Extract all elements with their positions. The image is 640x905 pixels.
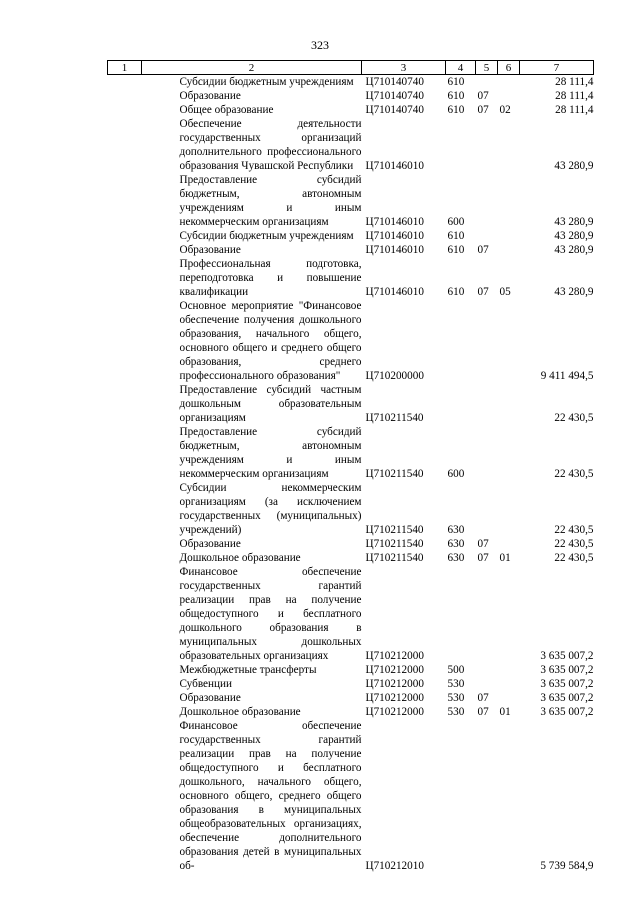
table-row <box>108 565 594 663</box>
row-col5: 07 <box>477 286 489 298</box>
row-col6 <box>498 677 520 691</box>
table-row <box>108 75 594 90</box>
row-col4: 600 <box>447 468 465 480</box>
row-number-cell <box>108 425 142 481</box>
row-amount: 43 280,9 <box>554 230 594 242</box>
row-amount: 43 280,9 <box>554 286 594 298</box>
row-code: Ц710146010 <box>365 244 424 256</box>
row-name: Субсидии некоммерческим организациям (за исключением государственных (муниципальных) учреждений) <box>179 482 362 536</box>
table-body <box>108 75 594 874</box>
row-code: Ц710146010 <box>365 230 424 242</box>
row-amount: 28 111,4 <box>555 90 594 102</box>
row-number-cell <box>108 383 142 425</box>
table-row <box>108 103 594 117</box>
column-header-3: 3 <box>362 61 446 75</box>
row-col6 <box>498 229 520 243</box>
row-amount: 28 111,4 <box>555 76 594 88</box>
page-number: 323 <box>311 38 329 52</box>
budget-table <box>107 60 594 873</box>
row-number-cell <box>108 229 142 243</box>
column-header-2: 2 <box>142 61 362 75</box>
row-col6 <box>498 243 520 257</box>
row-col5: 07 <box>477 552 489 564</box>
row-col5 <box>476 173 498 229</box>
row-name: Дошкольное образование <box>179 552 301 564</box>
row-amount: 3 635 007,2 <box>540 650 594 662</box>
row-name: Основное мероприятие "Финансовое обеспечение получения дошкольного образования, начального общего, основного общего и среднего общего образования, среднего профессионального образования" <box>179 300 362 382</box>
row-col6 <box>498 691 520 705</box>
row-code: Ц710212000 <box>365 650 424 662</box>
row-col6: 01 <box>499 706 511 718</box>
row-col6 <box>498 117 520 173</box>
row-amount: 28 111,4 <box>555 104 594 116</box>
column-header-1: 1 <box>108 61 142 75</box>
row-col5 <box>476 229 498 243</box>
row-col5: 07 <box>477 692 489 704</box>
row-name: Финансовое обеспечение государственных гарантий реализации прав на получение общедоступного и бесплатного дошкольного образования в муниципальных дошкольных образовательных организациях <box>179 566 362 662</box>
table-row <box>108 705 594 719</box>
row-number-cell <box>108 103 142 117</box>
row-col6: 02 <box>499 104 511 116</box>
row-amount: 22 430,5 <box>554 468 594 480</box>
row-amount: 43 280,9 <box>554 216 594 228</box>
row-code: Ц710212010 <box>365 860 424 872</box>
row-col5 <box>476 117 498 173</box>
row-col4: 530 <box>447 692 465 704</box>
row-name: Финансовое обеспечение государственных гарантий реализации прав на получение общедоступного и бесплатного дошкольного, начального общего, основного общего, среднего общего образования в муниципальных общеобразовательных организациях, обеспечение дополнительного образования детей в муниципальных об- <box>179 720 362 872</box>
row-code: Ц710140740 <box>365 104 424 116</box>
row-amount: 3 635 007,2 <box>540 678 594 690</box>
row-number-cell <box>108 75 142 90</box>
table-row <box>108 257 594 299</box>
row-col4: 610 <box>447 230 465 242</box>
row-col4: 630 <box>447 552 465 564</box>
row-col5 <box>476 719 498 873</box>
row-col4: 500 <box>447 664 465 676</box>
row-amount: 5 739 584,9 <box>540 860 594 872</box>
row-code: Ц710211540 <box>365 552 424 564</box>
row-col4: 610 <box>447 286 465 298</box>
row-col4: 630 <box>447 538 465 550</box>
row-col4: 610 <box>447 90 465 102</box>
table-row <box>108 677 594 691</box>
row-number-cell <box>108 677 142 691</box>
row-amount: 22 430,5 <box>554 552 594 564</box>
row-col5 <box>476 299 498 383</box>
row-col4: 630 <box>447 524 465 536</box>
row-name: Межбюджетные трансферты <box>179 664 317 676</box>
row-amount: 3 635 007,2 <box>540 706 594 718</box>
row-number-cell <box>108 705 142 719</box>
row-col5: 07 <box>477 104 489 116</box>
row-col6 <box>498 663 520 677</box>
header-row <box>108 61 594 75</box>
column-header-5: 5 <box>476 61 498 75</box>
row-number-cell <box>108 565 142 663</box>
row-amount: 22 430,5 <box>554 538 594 550</box>
row-col5: 07 <box>477 706 489 718</box>
table-header <box>108 61 594 75</box>
row-code: Ц710211540 <box>365 468 424 480</box>
table-row <box>108 229 594 243</box>
table-row <box>108 719 594 873</box>
row-code: Ц710200000 <box>365 370 424 382</box>
row-name: Профессиональная подготовка, переподготовка и повышение квалификации <box>179 258 362 298</box>
row-col5 <box>476 565 498 663</box>
row-col5: 07 <box>477 244 489 256</box>
table-row <box>108 537 594 551</box>
row-col6 <box>498 565 520 663</box>
row-number-cell <box>108 691 142 705</box>
row-name: Обеспечение деятельности государственных организаций дополнительного профессионального образования Чувашской Республики <box>179 118 362 172</box>
row-col4: 600 <box>447 216 465 228</box>
row-col6 <box>498 425 520 481</box>
row-name: Субсидии бюджетным учреждениям <box>179 230 354 242</box>
row-col4: 610 <box>447 104 465 116</box>
row-name: Дошкольное образование <box>179 706 301 718</box>
row-code: Ц710140740 <box>365 76 424 88</box>
row-amount: 22 430,5 <box>554 412 594 424</box>
row-number-cell <box>108 117 142 173</box>
row-name: Образование <box>179 244 241 256</box>
row-number-cell <box>108 663 142 677</box>
row-code: Ц710212000 <box>365 706 424 718</box>
row-name: Общее образование <box>179 104 274 116</box>
row-code: Ц710212000 <box>365 678 424 690</box>
row-col4 <box>446 117 476 173</box>
table-row <box>108 173 594 229</box>
table-row <box>108 551 594 565</box>
row-name: Образование <box>179 538 241 550</box>
column-header-4: 4 <box>446 61 476 75</box>
row-col4 <box>446 299 476 383</box>
row-code: Ц710211540 <box>365 524 424 536</box>
row-code: Ц710140740 <box>365 90 424 102</box>
row-name: Субсидии бюджетным учреждениям <box>179 76 354 88</box>
row-number-cell <box>108 551 142 565</box>
row-col4 <box>446 565 476 663</box>
row-number-cell <box>108 719 142 873</box>
row-amount: 43 280,9 <box>554 244 594 256</box>
row-amount: 9 411 494,5 <box>540 370 594 382</box>
row-number-cell <box>108 243 142 257</box>
row-code: Ц710146010 <box>365 216 424 228</box>
row-code: Ц710146010 <box>365 160 424 172</box>
row-col6: 05 <box>499 286 511 298</box>
row-col6 <box>498 299 520 383</box>
table-row <box>108 691 594 705</box>
row-col4: 530 <box>447 678 465 690</box>
table-row <box>108 425 594 481</box>
row-col5 <box>476 677 498 691</box>
table-row <box>108 481 594 537</box>
row-code: Ц710212000 <box>365 692 424 704</box>
row-col4: 610 <box>447 76 465 88</box>
row-col5 <box>476 663 498 677</box>
row-name: Предоставление субсидий бюджетным, автономным учреждениям и иным некоммерческим организациям <box>179 174 362 228</box>
row-col6 <box>498 719 520 873</box>
row-col5 <box>476 383 498 425</box>
row-col6 <box>498 537 520 551</box>
row-number-cell <box>108 299 142 383</box>
row-number-cell <box>108 257 142 299</box>
table-row <box>108 663 594 677</box>
row-amount: 3 635 007,2 <box>540 692 594 704</box>
row-col5 <box>476 75 498 90</box>
row-name: Предоставление субсидий бюджетным, автономным учреждениям и иным некоммерческим организациям <box>179 426 362 480</box>
row-number-cell <box>108 173 142 229</box>
row-col6 <box>498 89 520 103</box>
table-row <box>108 383 594 425</box>
row-code: Ц710211540 <box>365 412 424 424</box>
row-col5: 07 <box>477 90 489 102</box>
row-name: Образование <box>179 90 241 102</box>
row-col6: 01 <box>499 552 511 564</box>
row-code: Ц710212000 <box>365 664 424 676</box>
row-amount: 3 635 007,2 <box>540 664 594 676</box>
row-name: Субвенции <box>179 678 232 690</box>
table-row <box>108 299 594 383</box>
row-col4 <box>446 719 476 873</box>
row-col4 <box>446 383 476 425</box>
row-col5 <box>476 425 498 481</box>
column-header-6: 6 <box>498 61 520 75</box>
column-header-7: 7 <box>520 61 594 75</box>
row-name: Предоставление субсидий частным дошкольным образовательным организациям <box>179 384 362 424</box>
row-code: Ц710146010 <box>365 286 424 298</box>
row-number-cell <box>108 537 142 551</box>
table-row <box>108 117 594 173</box>
row-col6 <box>498 481 520 537</box>
row-number-cell <box>108 89 142 103</box>
row-amount: 22 430,5 <box>554 524 594 536</box>
row-code: Ц710211540 <box>365 538 424 550</box>
row-col5: 07 <box>477 538 489 550</box>
row-col4: 530 <box>447 706 465 718</box>
row-col4: 610 <box>447 244 465 256</box>
row-name: Образование <box>179 692 241 704</box>
row-col5 <box>476 481 498 537</box>
table-row <box>108 89 594 103</box>
row-amount: 43 280,9 <box>554 160 594 172</box>
row-col6 <box>498 383 520 425</box>
row-col6 <box>498 75 520 90</box>
row-col6 <box>498 173 520 229</box>
table-row <box>108 243 594 257</box>
row-number-cell <box>108 481 142 537</box>
